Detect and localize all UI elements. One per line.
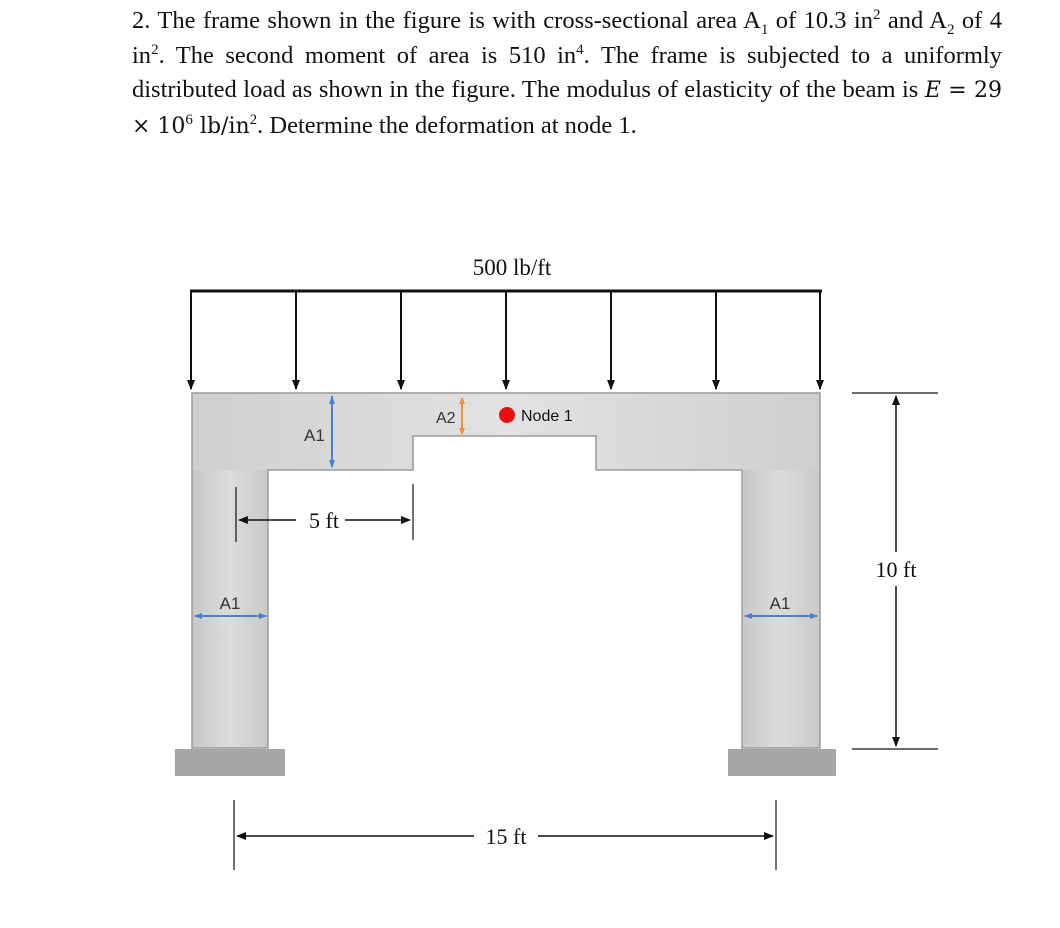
problem-number: 2.: [132, 7, 151, 34]
problem-text: . The frame is subjected to a uniformly distributed load as shown in the figure. The modulus of elasticity of the beam is: [132, 41, 1002, 103]
superscript: 4: [576, 41, 584, 58]
dim-15ft-label: 15 ft: [485, 824, 527, 849]
a2-label: A2: [436, 410, 456, 427]
dim-10ft-label: 10 ft: [875, 557, 917, 582]
problem-text: . The second moment of area is 510 in: [158, 41, 577, 69]
subscript: 2: [947, 21, 955, 38]
problem-text: of 10.3 in: [768, 7, 873, 34]
subscript: 1: [760, 21, 769, 38]
frame-body: [192, 393, 820, 748]
problem-text: and A: [880, 7, 948, 34]
left-support: [175, 749, 285, 776]
a1-left-label: A1: [219, 594, 241, 613]
right-support: [728, 749, 836, 776]
dim-5ft-label: 5 ft: [309, 508, 339, 533]
node-1-marker: [499, 407, 515, 423]
a1-right-label: A1: [769, 594, 791, 613]
superscript: 6: [185, 111, 193, 128]
problem-text: . Determine the deformation at node 1.: [257, 111, 637, 139]
distributed-load: [190, 291, 822, 389]
problem-text: The frame shown in the figure is with cross-sectional area A: [157, 7, 761, 34]
superscript: 2: [151, 41, 159, 58]
load-label: 500 lb/ft: [472, 255, 552, 280]
modulus-value: = 29 × 10: [132, 78, 1002, 139]
modulus-unit: lb/in: [192, 113, 250, 139]
modulus-symbol: E: [924, 78, 941, 103]
superscript: 2: [872, 6, 881, 23]
problem-text: of 4 in: [132, 7, 1003, 69]
node-label: Node 1: [521, 408, 573, 425]
a1-beam-label: A1: [304, 426, 325, 445]
superscript: 2: [249, 111, 258, 128]
